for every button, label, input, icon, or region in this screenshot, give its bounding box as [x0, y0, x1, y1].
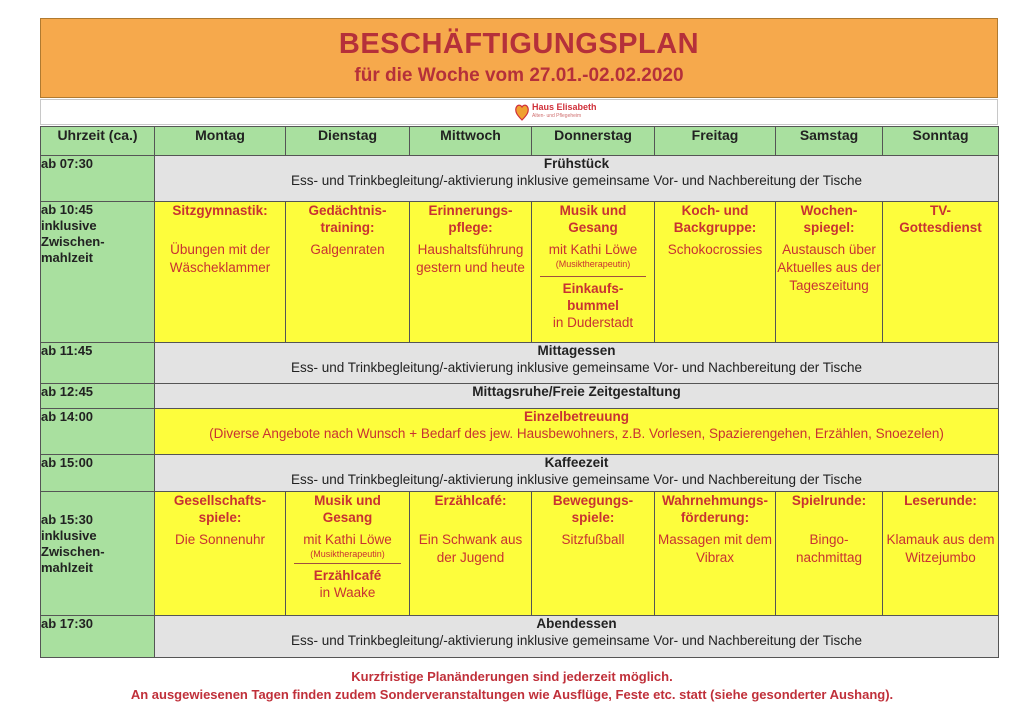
- footer-line-2: An ausgewiesenen Tagen finden zudem Sonderveranstaltungen wie Ausflüge, Feste etc. statt (siehe gesonderter Aushang).: [130, 687, 894, 702]
- time-cell: [41, 202, 155, 343]
- activity-cell-donnerstag: [532, 492, 655, 616]
- activity-divider: [294, 563, 401, 564]
- meal-cell: [155, 343, 999, 384]
- activity-desc: Austausch über Aktuelles aus der Tageszeitung: [777, 242, 881, 293]
- meal-desc: Ess- und Trinkbegleitung/-aktivierung inklusive gemeinsame Vor- und Nachbereitung der Tische: [290, 360, 863, 375]
- activity-cell-samstag: [776, 202, 883, 343]
- activity-cell-mittwoch: [410, 492, 532, 616]
- time-label: ab 10:45: [41, 202, 94, 217]
- activity-title: Sitzgymnastik:: [172, 203, 268, 218]
- activity-desc: Sitzfußball: [561, 532, 625, 547]
- col-mittwoch-header: Mittwoch: [410, 127, 532, 156]
- activity-title: Bewegungs- spiele:: [552, 493, 634, 525]
- row-1145: [41, 343, 999, 384]
- activity-desc: Die Sonnenuhr: [174, 532, 266, 547]
- row-1245: [41, 384, 999, 409]
- col-time-header: Uhrzeit (ca.): [41, 127, 155, 156]
- activity-title-2: Erzählcafé: [313, 568, 382, 583]
- schedule-table: [40, 126, 999, 658]
- activity-desc: mit Kathi Löwe: [548, 242, 638, 257]
- care-name: Einzelbetreuung: [523, 409, 629, 424]
- activity-title: Erinnerungs- pflege:: [428, 203, 513, 235]
- time-cell: ab 07:30: [41, 156, 155, 202]
- activity-cell-sonntag: [883, 202, 999, 343]
- time-cell: ab 12:45: [41, 384, 155, 409]
- row-1500: [41, 455, 999, 492]
- meal-cell: [155, 156, 999, 202]
- activity-desc: Klamauk aus dem Witzejumbo: [886, 532, 995, 565]
- col-dienstag-header: Dienstag: [286, 127, 410, 156]
- header-row: [41, 127, 999, 156]
- time-cell: ab 17:30: [41, 616, 155, 658]
- care-desc: (Diverse Angebote nach Wunsch + Bedarf des jew. Hausbewohners, z.B. Vorlesen, Spazierengehen, Erzählen, Snoezelen): [209, 426, 944, 441]
- time-note: mahlzeit: [41, 250, 94, 265]
- activity-cell-samstag: [776, 492, 883, 616]
- rest-cell: [155, 384, 999, 409]
- meal-desc: Ess- und Trinkbegleitung/-aktivierung inklusive gemeinsame Vor- und Nachbereitung der Tische: [290, 472, 863, 487]
- time-note: inklusive: [41, 528, 97, 543]
- activity-title: Gesellschafts- spiele:: [173, 493, 267, 525]
- activity-divider: [540, 276, 646, 277]
- page-title: BESCHÄFTIGUNGSPLAN: [338, 28, 700, 60]
- col-sonntag-header: Sonntag: [883, 127, 999, 156]
- col-samstag-header: Samstag: [776, 127, 883, 156]
- activity-cell-dienstag: [286, 202, 410, 343]
- time-note: inklusive: [41, 218, 97, 233]
- activity-desc-2: in Duderstadt: [552, 315, 634, 330]
- meal-cell: [155, 455, 999, 492]
- activity-title: Leserunde:: [904, 493, 977, 508]
- logo-tagline: Alten- und Pflegeheim: [532, 113, 582, 119]
- activity-desc: Übungen mit der Wäscheklammer: [169, 242, 271, 275]
- activity-title: Musik und Gesang: [559, 203, 627, 235]
- time-cell: ab 15:00: [41, 455, 155, 492]
- activity-desc-2: in Waake: [319, 585, 376, 600]
- meal-name: Kaffeezeit: [544, 455, 609, 470]
- col-montag-header: Montag: [155, 127, 286, 156]
- activity-title-2: Einkaufs- bummel: [562, 281, 624, 313]
- activity-title: Erzählcafé:: [434, 493, 507, 508]
- row-1045: [41, 202, 999, 343]
- activity-title: Wahrnehmungs- förderung:: [662, 493, 768, 525]
- logo: [515, 103, 597, 121]
- row-0730: [41, 156, 999, 202]
- col-freitag-header: Freitag: [655, 127, 776, 156]
- activity-desc: Schokocrossies: [667, 242, 763, 257]
- time-cell: ab 11:45: [41, 343, 155, 384]
- col-donnerstag-header: Donnerstag: [532, 127, 655, 156]
- individual-care-cell: [155, 409, 999, 455]
- heart-logo-icon: [515, 103, 529, 121]
- row-1730: [41, 616, 999, 658]
- activity-desc: Bingo- nachmittag: [795, 532, 863, 565]
- meal-name: Abendessen: [536, 616, 617, 631]
- activity-title: TV- Gottesdienst: [899, 203, 982, 235]
- activity-title: Wochen- spiegel:: [800, 203, 858, 235]
- activity-desc: Massagen mit dem Vibrax: [657, 532, 773, 565]
- time-cell: ab 14:00: [41, 409, 155, 455]
- logo-strip: [40, 99, 998, 125]
- activity-note: (Musiktherapeutin): [555, 259, 631, 269]
- activity-title: Gedächtnis- training:: [308, 203, 387, 235]
- footer-notes: [0, 668, 1024, 704]
- logo-name: Haus Elisabeth: [532, 102, 597, 112]
- time-label: ab 15:30: [41, 512, 94, 527]
- activity-cell-freitag: [655, 202, 776, 343]
- footer-line-1: Kurzfristige Planänderungen sind jederzeit möglich.: [351, 669, 673, 684]
- row-1530: [41, 492, 999, 616]
- meal-name: Frühstück: [543, 156, 610, 171]
- meal-desc: Ess- und Trinkbegleitung/-aktivierung inklusive gemeinsame Vor- und Nachbereitung der Tische: [290, 633, 863, 648]
- time-note: Zwischen-: [41, 234, 105, 249]
- time-cell: [41, 492, 155, 616]
- activity-title: Musik und Gesang: [314, 493, 381, 525]
- row-1400: [41, 409, 999, 455]
- activity-desc: Ein Schwank aus der Jugend: [418, 532, 523, 565]
- time-note: Zwischen-: [41, 544, 105, 559]
- activity-title: Spielrunde:: [791, 493, 867, 508]
- activity-cell-montag: [155, 202, 286, 343]
- activity-cell-sonntag: [883, 492, 999, 616]
- rest-name: Mittagsruhe/Freie Zeitgestaltung: [472, 384, 681, 399]
- activity-title: Koch- und Backgruppe:: [673, 203, 757, 235]
- page-subtitle: für die Woche vom 27.01.-02.02.2020: [354, 65, 684, 86]
- meal-desc: Ess- und Trinkbegleitung/-aktivierung inklusive gemeinsame Vor- und Nachbereitung der Tische: [290, 173, 863, 188]
- activity-note: (Musiktherapeutin): [310, 549, 385, 559]
- plan-header: [40, 18, 998, 98]
- activity-desc: Galgenraten: [310, 242, 385, 257]
- meal-name: Mittagessen: [537, 343, 616, 358]
- meal-cell: [155, 616, 999, 658]
- activity-cell-dienstag: [286, 492, 410, 616]
- time-note: mahlzeit: [41, 560, 94, 575]
- activity-desc: Haushaltsführung gestern und heute: [416, 242, 525, 275]
- activity-desc: mit Kathi Löwe: [303, 532, 392, 547]
- activity-cell-donnerstag: [532, 202, 655, 343]
- activity-cell-montag: [155, 492, 286, 616]
- activity-cell-mittwoch: [410, 202, 532, 343]
- activity-cell-freitag: [655, 492, 776, 616]
